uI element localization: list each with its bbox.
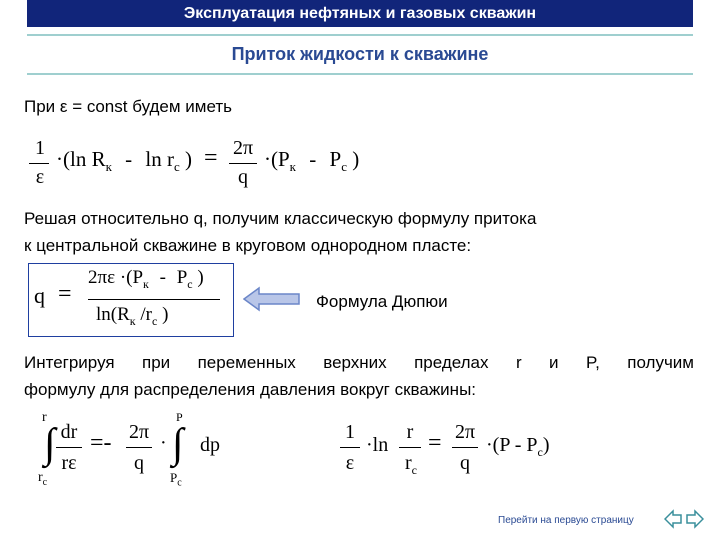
- eq1-rc-sub: c: [173, 159, 180, 175]
- eq1-pc: P: [329, 147, 342, 171]
- eq3-integral2-sign: ∫: [172, 421, 184, 467]
- eq1-frac-num: 1: [35, 137, 45, 159]
- eq4-rfrac-den-sub: c: [411, 463, 417, 477]
- eq4-rhs: ·(P - P: [486, 434, 538, 456]
- eq2-q: q: [34, 283, 45, 308]
- eq1-frac-den: ε: [35, 166, 45, 188]
- eq4-rfrac-den: r: [405, 452, 412, 474]
- paragraph1-line1: Решая относительно q, получим классическую формулу притока: [24, 209, 537, 228]
- eq4-rhs-sub: c: [537, 445, 543, 459]
- eq4-equals: =: [428, 430, 442, 456]
- eq1-pk-sub: к: [289, 159, 296, 175]
- eq4-q-den: q: [460, 452, 470, 474]
- eq3-equals: =-: [90, 430, 112, 456]
- divider-top: [27, 34, 693, 36]
- eq2-num-p: P: [176, 267, 188, 288]
- eq3-dot: ·: [160, 432, 167, 454]
- left-arrow-icon: [243, 286, 301, 312]
- eq1-close: ): [185, 147, 193, 171]
- eq3-rfrac-bar: [126, 447, 152, 448]
- eq2-num: 2πε ·(P: [88, 267, 144, 288]
- eq3-int-lower: r: [38, 470, 43, 485]
- eq3-int2-lower-sub: c: [177, 477, 182, 489]
- eq3-frac-den: rε: [61, 452, 77, 474]
- eq4-q-num: 2π: [454, 421, 476, 443]
- eq3-frac-num: dr: [60, 421, 78, 443]
- eq3-rfrac-num: 2π: [128, 421, 150, 443]
- eq1-lhs: ·(ln R: [56, 147, 106, 171]
- eq4-rfrac-num: r: [406, 421, 414, 443]
- eq1-rhs-close: ): [352, 147, 360, 171]
- eq2-equals: =: [58, 281, 72, 307]
- eq1-rhs: ·(P: [264, 147, 290, 171]
- eq1-pc-sub: c: [341, 159, 347, 175]
- divider-under-title: [27, 73, 693, 75]
- eq3-dp: dp: [200, 434, 220, 456]
- eq1-rk-sub: к: [105, 159, 112, 175]
- eq1-rfrac-den: q: [238, 166, 248, 188]
- eq3-int-upper: r: [42, 410, 47, 425]
- eq3-int-lower-sub: c: [42, 476, 48, 488]
- eq1-equals: =: [204, 145, 218, 171]
- slide-title: Приток жидкости к скважине: [231, 44, 489, 64]
- eq2-frac-bar: [88, 299, 220, 300]
- first-page-link[interactable]: Перейти на первую страницу: [498, 515, 634, 526]
- dupuit-label: Формула Дюпюи: [316, 292, 448, 311]
- paragraph2-line1: Интегрируя при переменных верхних пределах r и P, получим: [24, 353, 694, 372]
- eq1-minus: -: [125, 147, 133, 171]
- eq4-frac-den: ε: [345, 452, 355, 474]
- eq3-rfrac-den: q: [134, 452, 144, 474]
- eq4-ln: ·ln: [366, 434, 389, 456]
- eq2-den: ln(R: [96, 304, 130, 325]
- intro-text: При ε = const будем иметь: [24, 97, 233, 116]
- eq2-num-minus: -: [159, 267, 166, 288]
- eq2-den-close: ): [162, 304, 169, 325]
- eq3-int2-lower: P: [170, 470, 178, 485]
- header-bar: [27, 0, 693, 27]
- eq2-num-k: к: [143, 276, 149, 291]
- eq1-rfrac-num: 2π: [232, 137, 254, 159]
- eq4-frac-bar: [340, 447, 360, 448]
- eq1-ln-rc: ln r: [145, 147, 174, 171]
- eq2-num-c: c: [187, 276, 193, 291]
- eq2-den-slash: /r: [140, 304, 152, 325]
- header-title: Эксплуатация нефтяных и газовых скважин: [183, 5, 537, 22]
- eq3-integral-sign: ∫: [44, 421, 56, 467]
- eq1-rfrac-bar: [229, 163, 257, 164]
- eq3-int2-upper: P: [176, 410, 183, 424]
- eq4-rfrac-bar: [399, 447, 421, 448]
- eq4-rhs-close: ): [542, 434, 550, 456]
- paragraph2-line2: формулу для распределения давления вокруг скважины:: [24, 380, 477, 399]
- eq2-den-k: к: [129, 313, 136, 328]
- eq1-frac-bar: [29, 163, 49, 164]
- eq2-den-c: c: [151, 313, 158, 328]
- nav-arrows-icon[interactable]: [664, 508, 704, 530]
- eq2-num-close: ): [197, 267, 204, 288]
- eq4-frac-num: 1: [345, 421, 355, 443]
- eq4-q-bar: [452, 447, 478, 448]
- paragraph1-line2: к центральной скважине в круговом однородном пласте:: [24, 236, 472, 255]
- eq1-rhs-minus: -: [309, 147, 317, 171]
- eq3-frac-bar: [56, 447, 82, 448]
